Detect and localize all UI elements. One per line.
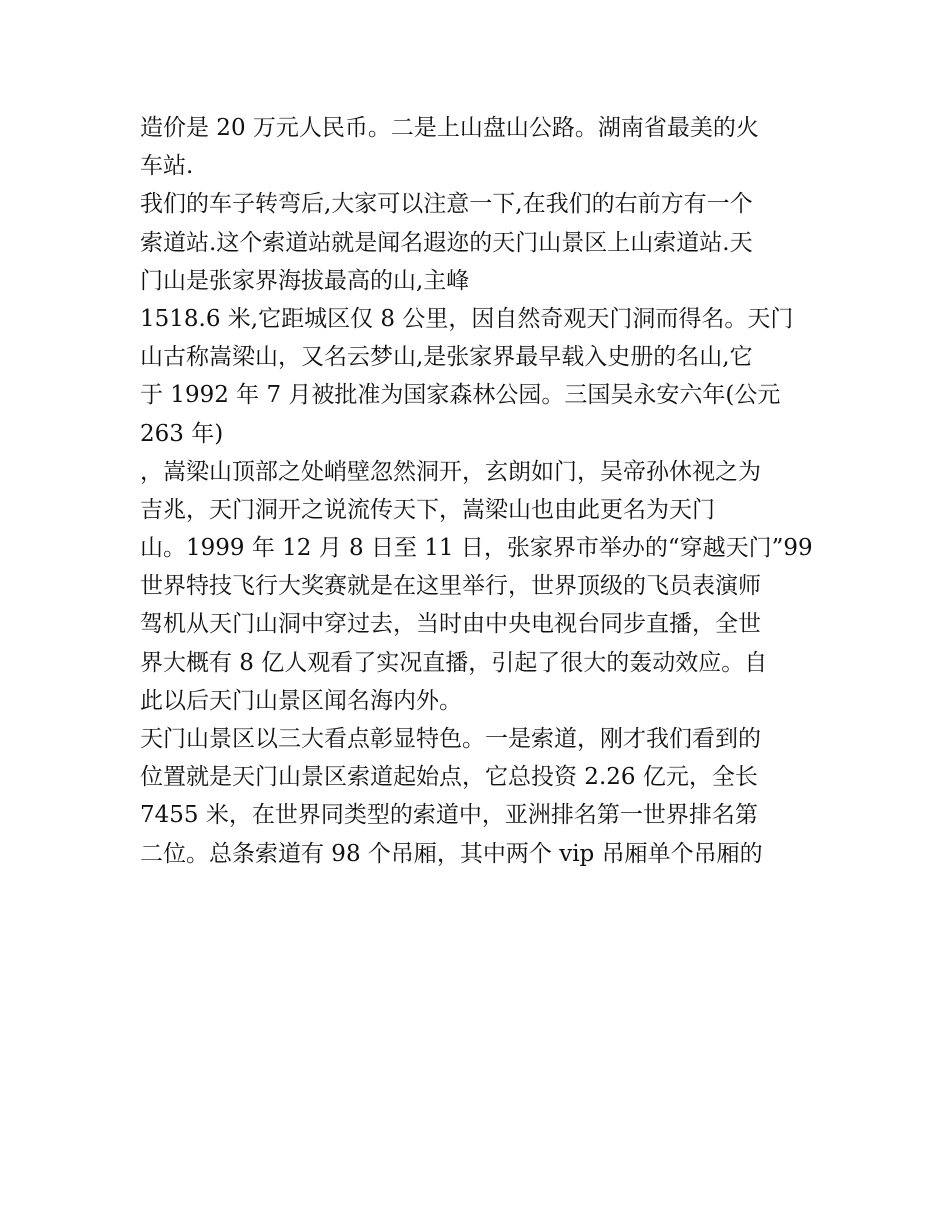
text-line: 二位。总条索道有 98 个吊厢，其中两个 vip 吊厢单个吊厢的 [140, 840, 763, 867]
text-line: 门山是张家界海拔最高的山,主峰 [140, 267, 470, 294]
text-line: 此以后天门山景区闻名海内外。 [140, 687, 462, 714]
text-line: 驾机从天门山洞中穿过去，当时由中央电视台同步直播，全世 [140, 611, 761, 638]
text-line: 世界特技飞行大奖赛就是在这里举行，世界顶级的飞员表演师 [140, 573, 761, 600]
text-line: 263 年) [140, 420, 224, 447]
text-line: 7455 米，在世界同类型的索道中，亚洲排名第一世界排名第 [140, 802, 758, 829]
text-line: 山。1999 年 12 月 8 日至 11 日，张家界市举办的“穿越天门”99 [140, 535, 813, 562]
text-line: 天门山景区以三大看点彰显特色。一是索道，刚才我们看到的 [140, 726, 761, 752]
text-line: 吉兆，天门洞开之说流传天下，嵩梁山也由此更名为天门 [140, 496, 715, 523]
text-line: 我们的车子转弯后,大家可以注意一下,在我们的右前方有一个 [140, 191, 753, 218]
text-line: 索道站.这个索道站就是闻名遐迩的天门山景区上山索道站.天 [140, 229, 753, 256]
text-line: 造价是 20 万元人民币。二是上山盘山公路。湖南省最美的火 [140, 115, 759, 141]
text-line: ，嵩梁山顶部之处峭壁忽然洞开，玄朗如门，吴帝孙休视之为 [140, 458, 761, 485]
body-text [140, 109, 830, 873]
text-line: 1518.6 米,它距城区仅 8 公里，因自然奇观天门洞而得名。天门 [140, 305, 794, 332]
text-line: 位置就是天门山景区索道起始点，它总投资 2.26 亿元，全长 [140, 764, 758, 791]
text-line: 界大概有 8 亿人观看了实况直播，引起了很大的轰动效应。自 [140, 649, 768, 676]
text-line: 山古称嵩梁山，又名云梦山,是张家界最早载入史册的名山,它 [140, 344, 753, 371]
text-line: 于 1992 年 7 月被批准为国家森林公园。三国吴永安六年(公元 [140, 382, 781, 409]
text-line: 车站. [140, 153, 194, 180]
